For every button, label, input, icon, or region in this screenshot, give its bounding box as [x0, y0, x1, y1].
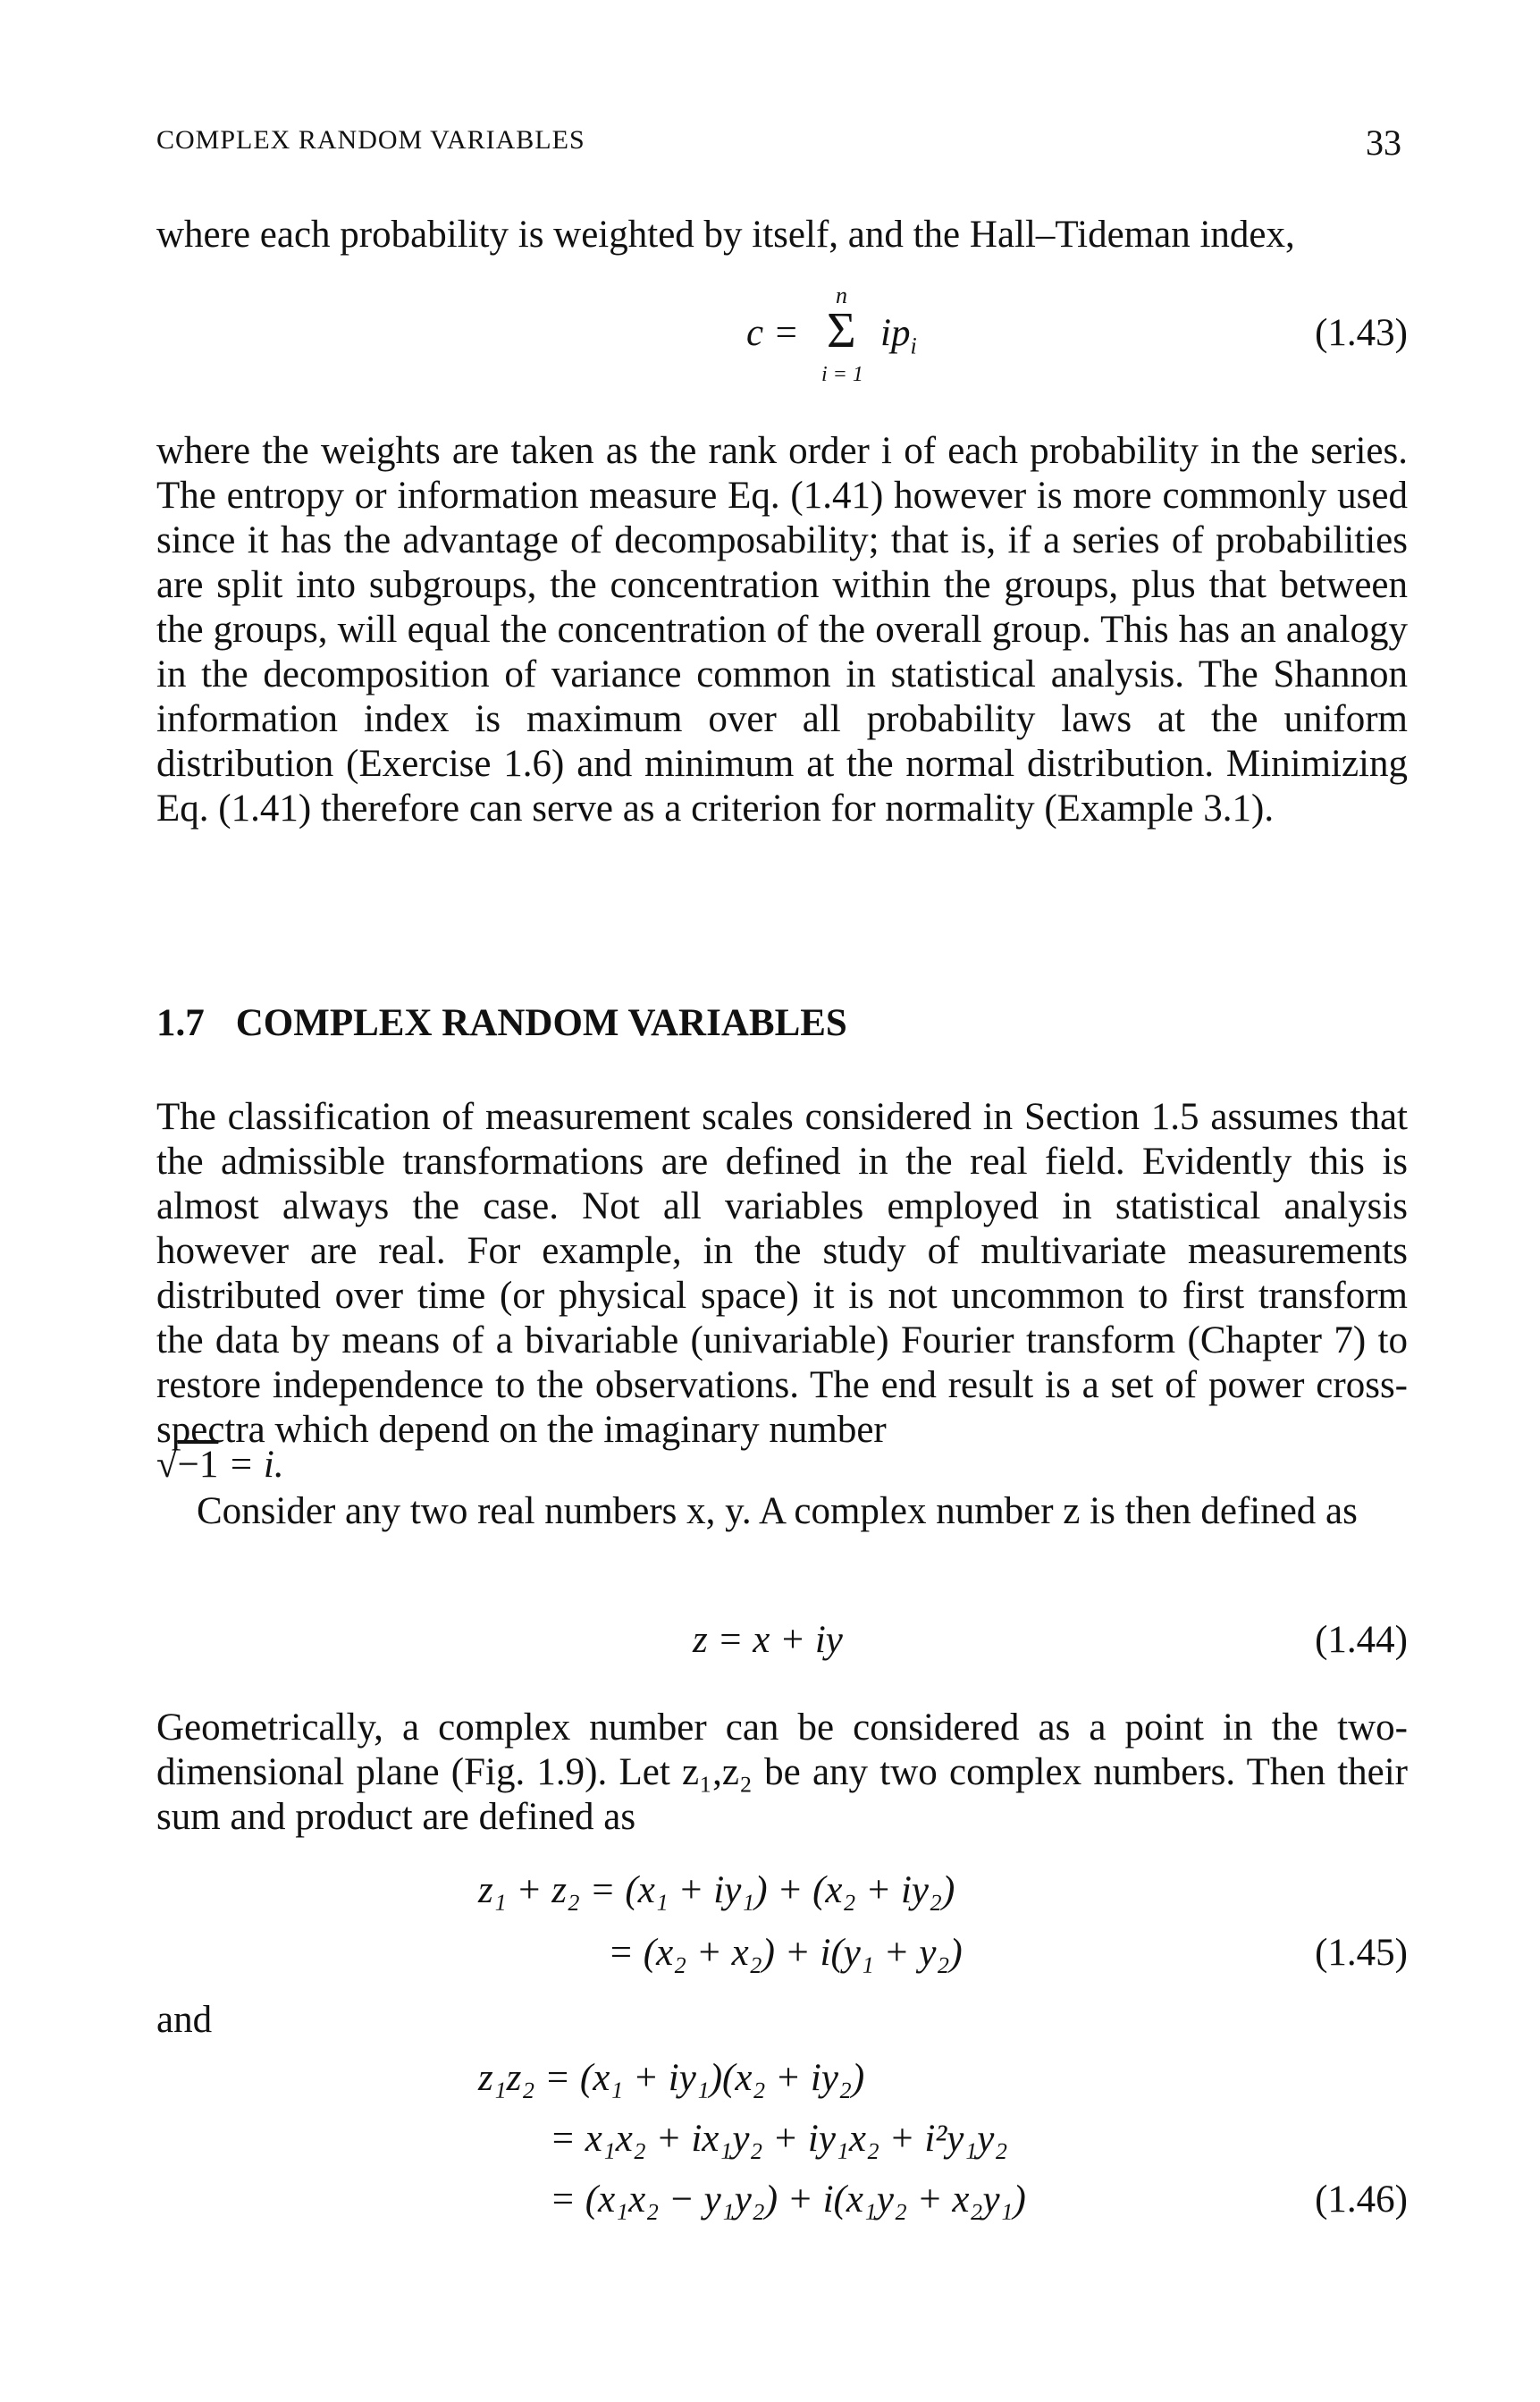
paragraph-geometric: Geometrically, a complex number can be considered as a point in the two-dimensional plane (Fig. 1.9). Let z₁,z₂ be any two complex numbers. Then their sum and product are defined as	[156, 1707, 1408, 1838]
eq143-subscript: i	[910, 333, 917, 359]
eq145-line2: = (x₂ + x₂) + i(y₁ + y₂)	[608, 1932, 963, 1974]
paragraph-entropy: where the weights are taken as the rank order i of each probability in the series. The entropy or information measure Eq. (1.41) however is more commonly used since it has the advantage of decomposability; that is, if a series of probabilities are split into subgroups, the concentration within the groups, plus that between the groups, will equal the concentration of the overall group. This has an analogy in the decomposition of variance common in statistical analysis. The Shannon information index is maximum over all probability laws at the uniform distribution (Exercise 1.6) and minimum at the normal distribution. Minimizing Eq. (1.41) therefore can serve as a criterion for normality (Example 3.1).	[156, 430, 1408, 830]
summation-symbol: Σ	[827, 303, 856, 358]
equation-number-1-43: (1.43)	[1315, 312, 1408, 354]
radical-sign: √	[156, 1444, 178, 1486]
equation-number-1-46: (1.46)	[1315, 2179, 1408, 2221]
equation-number-1-45: (1.45)	[1315, 1932, 1408, 1974]
eq143-term: ip	[880, 312, 911, 354]
sqrt-expression	[156, 1443, 284, 1487]
eq146-line3: = (x₁x₂ − y₁y₂) + i(x₁y₂ + x₂y₁)	[550, 2179, 1026, 2221]
equation-1-46	[156, 2056, 1408, 2235]
eq143-lower-limit: i = 1	[821, 363, 863, 386]
equation-number-1-44: (1.44)	[1315, 1619, 1408, 1661]
sqrt-result: = i.	[228, 1444, 284, 1486]
page-number: 33	[1366, 122, 1401, 163]
eq144-body: z = x + iy	[693, 1619, 843, 1661]
eq143-lhs: c =	[746, 312, 799, 354]
section-heading	[156, 1001, 847, 1045]
section-title: COMPLEX RANDOM VARIABLES	[235, 1002, 847, 1044]
equation-1-45	[156, 1868, 1408, 1993]
eq146-line1: z₁z₂ = (x₁ + iy₁)(x₂ + iy₂)	[478, 2057, 865, 2099]
radicand: −1	[177, 1444, 219, 1486]
paragraph-consider: Consider any two real numbers x, y. A complex number z is then defined as	[197, 1490, 1358, 1532]
word-and: and	[156, 1999, 213, 2041]
paragraph-classification: The classification of measurement scales considered in Section 1.5 assumes that the admissible transformations are defined in the real field. Evidently this is almost always the case. Not all variables employed in statistical analysis however are real. For example, in the study of multivariate measurements distributed over time (or physical space) it is not uncommon to first transform the data by means of a bivariable (univariable) Fourier transform (Chapter 7) to restore independence to the observations. The end result is a set of power cross-spectra which depend on the imaginary number	[156, 1096, 1408, 1451]
paragraph-intro: where each probability is weighted by itself, and the Hall–Tideman index,	[156, 214, 1295, 256]
running-head: COMPLEX RANDOM VARIABLES	[156, 125, 585, 155]
equation-1-43	[156, 282, 1408, 393]
equation-1-44	[156, 1618, 1408, 1672]
eq146-line2: = x₁x₂ + ix₁y₂ + iy₁x₂ + i²y₁y₂	[550, 2118, 1008, 2160]
section-number: 1.7	[156, 1002, 205, 1044]
eq143-upper-limit: n	[836, 282, 847, 308]
eq145-line1: z₁ + z₂ = (x₁ + iy₁) + (x₂ + iy₂)	[478, 1869, 955, 1911]
